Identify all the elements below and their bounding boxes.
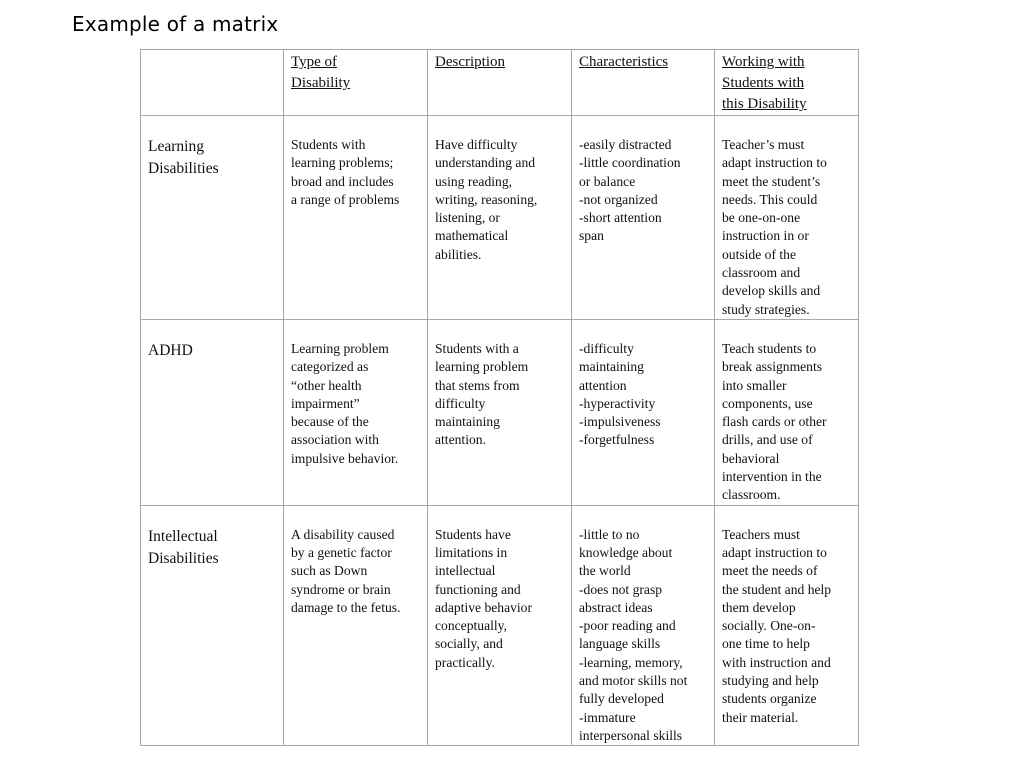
description-cell: Students with a learning problem that stems from difficulty maintaining attention. bbox=[428, 320, 572, 506]
table-row-adhd bbox=[141, 320, 859, 506]
working-cell: Teacher’s must adapt instruction to meet the student’s needs. This could be one-on-one instruction in or outside of the classroom and develop skills and study strategies. bbox=[715, 116, 859, 320]
type-cell: Learning problem categorized as “other health impairment” because of the association with impulsive behavior. bbox=[284, 320, 428, 506]
type-cell: Students with learning problems; broad and includes a range of problems bbox=[284, 116, 428, 320]
header-type-of-disability: Type of Disability bbox=[284, 50, 428, 116]
characteristics-cell: -difficulty maintaining attention -hyperactivity -impulsiveness -forgetfulness bbox=[572, 320, 715, 506]
characteristics-cell: -easily distracted -little coordination or balance -not organized -short attention span bbox=[572, 116, 715, 320]
description-cell: Have difficulty understanding and using reading, writing, reasoning, listening, or mathematical abilities. bbox=[428, 116, 572, 320]
working-cell: Teach students to break assignments into smaller components, use flash cards or other drills, and use of behavioral intervention in the classroom. bbox=[715, 320, 859, 506]
description-cell: Students have limitations in intellectual functioning and adaptive behavior conceptually, socially, and practically. bbox=[428, 505, 572, 746]
table-header-row bbox=[141, 50, 859, 116]
header-cell-empty bbox=[141, 50, 284, 116]
working-cell: Teachers must adapt instruction to meet the needs of the student and help them develop socially. One-on- one time to help with instruction and studying and help students organize their material. bbox=[715, 505, 859, 746]
table-row-learning-disabilities bbox=[141, 116, 859, 320]
row-label: Intellectual Disabilities bbox=[141, 505, 284, 746]
type-cell: A disability caused by a genetic factor such as Down syndrome or brain damage to the fetus. bbox=[284, 505, 428, 746]
slide-title: Example of a matrix bbox=[72, 12, 279, 36]
characteristics-cell: -little to no knowledge about the world -does not grasp abstract ideas -poor reading and language skills -learning, memory, and motor skills not fully developed -immature interpersonal skills bbox=[572, 505, 715, 746]
row-label: Learning Disabilities bbox=[141, 116, 284, 320]
header-characteristics: Characteristics bbox=[572, 50, 715, 116]
header-description: Description bbox=[428, 50, 572, 116]
header-working-with-students: Working with Students with this Disability bbox=[715, 50, 859, 116]
row-label: ADHD bbox=[141, 320, 284, 506]
disability-matrix-table bbox=[140, 49, 859, 746]
table-row-intellectual-disabilities bbox=[141, 505, 859, 746]
